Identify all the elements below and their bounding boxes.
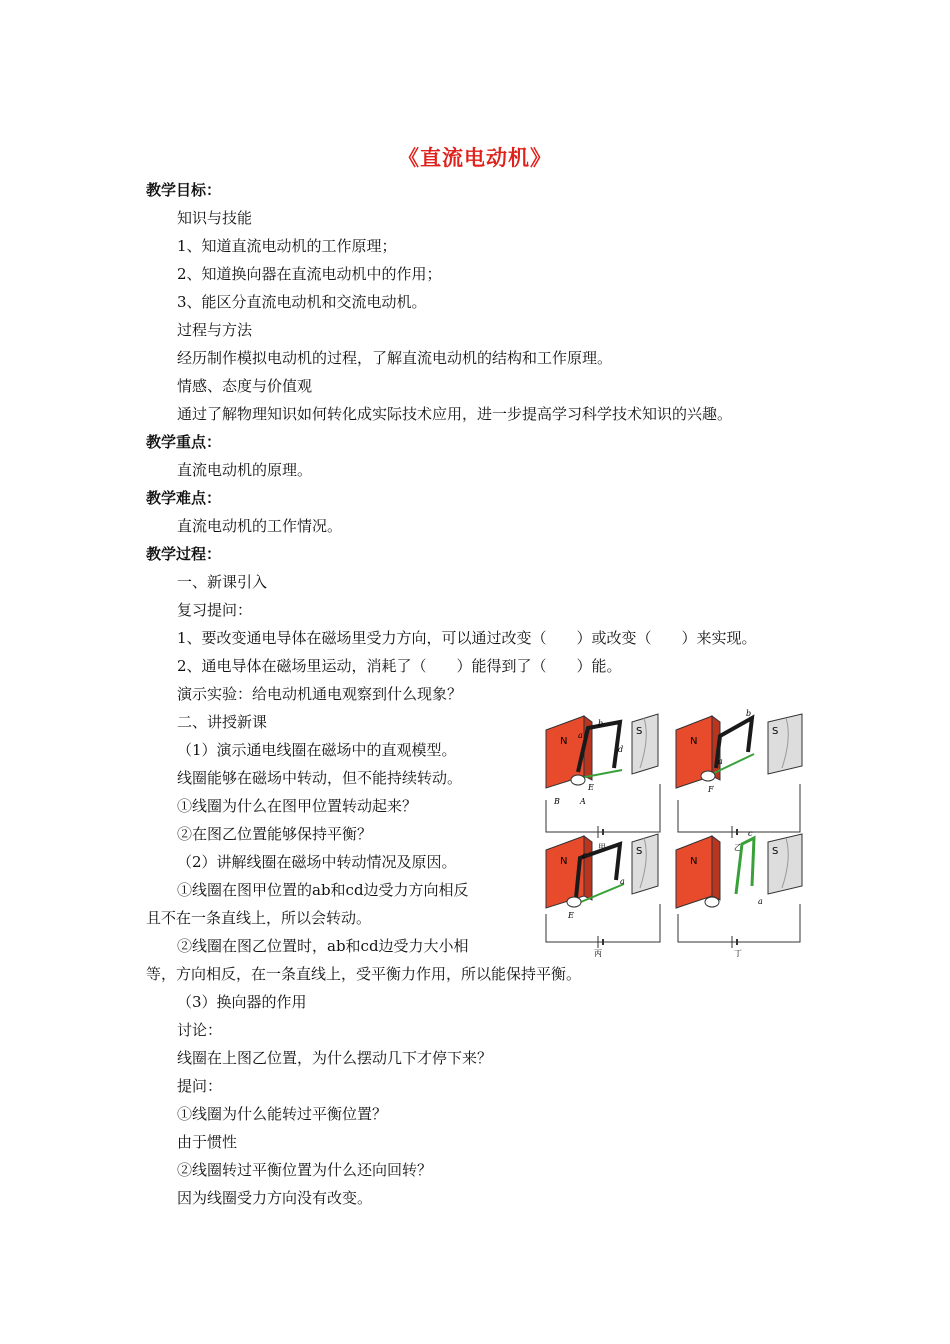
svg-text:b: b bbox=[598, 719, 604, 728]
svg-text:A: A bbox=[580, 797, 586, 806]
svg-text:c: c bbox=[748, 829, 753, 838]
svg-text:c: c bbox=[582, 851, 587, 860]
panel-jia bbox=[546, 714, 660, 852]
objective-line: 经历制作模拟电动机的过程，了解直流电动机的结构和工作原理。 bbox=[177, 349, 613, 367]
process-line: ②线圈转过平衡位置为什么还向回转？ bbox=[177, 1161, 433, 1179]
process-line: 1、要改变通电导体在磁场里受力方向，可以通过改变（ ）或改变（ ）来实现。 bbox=[177, 629, 757, 647]
difficulty-text: 直流电动机的工作情况。 bbox=[177, 517, 343, 535]
objective-line: 2、知道换向器在直流电动机中的作用； bbox=[177, 265, 442, 283]
process-line: 演示实验：给电动机通电观察到什么现象？ bbox=[177, 685, 463, 703]
svg-text:N: N bbox=[690, 856, 698, 867]
objective-line: 通过了解物理知识如何转化成实际技术应用，进一步提高学习科学技术知识的兴趣。 bbox=[177, 405, 733, 423]
key-text: 直流电动机的原理。 bbox=[177, 461, 313, 479]
svg-text:E: E bbox=[568, 911, 574, 920]
process-line: 复习提问： bbox=[177, 601, 253, 619]
process-line: 讨论： bbox=[177, 1021, 223, 1039]
svg-text:B: B bbox=[554, 797, 560, 806]
svg-text:S: S bbox=[772, 726, 779, 737]
svg-text:b: b bbox=[746, 709, 752, 718]
svg-text:d: d bbox=[618, 745, 624, 754]
svg-text:E: E bbox=[588, 783, 594, 792]
svg-text:乙: 乙 bbox=[734, 843, 742, 852]
panel-label: 甲 bbox=[598, 843, 606, 852]
svg-text:a: a bbox=[718, 757, 723, 766]
objective-line: 过程与方法 bbox=[177, 321, 253, 339]
objective-line: 1、知道直流电动机的工作原理； bbox=[177, 237, 397, 255]
panel-bing bbox=[546, 834, 660, 958]
objectives-heading: 教学目标： bbox=[146, 181, 222, 199]
process-line: 由于惯性 bbox=[177, 1133, 238, 1151]
process-line: （3）换向器的作用 bbox=[177, 993, 307, 1011]
process-line: 且不在一条直线上，所以会转动。 bbox=[146, 909, 372, 927]
process-line: ①线圈为什么能转过平衡位置？ bbox=[177, 1105, 388, 1123]
process-line: ②在图乙位置能够保持平衡？ bbox=[177, 825, 373, 843]
process-line: 等，方向相反，在一条直线上，受平衡力作用，所以能保持平衡。 bbox=[146, 965, 582, 983]
svg-text:F: F bbox=[708, 785, 714, 794]
svg-text:丁: 丁 bbox=[734, 949, 742, 958]
process-line: 一、新课引入 bbox=[177, 573, 268, 591]
motor-diagram bbox=[540, 708, 810, 958]
svg-text:N: N bbox=[560, 856, 568, 867]
process-line: 线圈在上图乙位置，为什么摆动几下才停下来？ bbox=[177, 1049, 493, 1067]
objective-line: 情感、态度与价值观 bbox=[177, 377, 313, 395]
objective-line: 3、能区分直流电动机和交流电动机。 bbox=[177, 293, 427, 311]
page-title: 《直流电动机》 bbox=[398, 145, 552, 170]
label-n: N bbox=[560, 736, 568, 747]
panel-yi bbox=[676, 709, 802, 852]
svg-text:N: N bbox=[690, 736, 698, 747]
svg-text:a: a bbox=[758, 897, 763, 906]
svg-text:S: S bbox=[636, 846, 643, 857]
svg-text:S: S bbox=[772, 846, 779, 857]
process-line: ②线圈在图乙位置时，ab和cd边受力大小相 bbox=[177, 937, 469, 955]
svg-text:丙: 丙 bbox=[594, 949, 602, 958]
svg-text:a: a bbox=[620, 877, 625, 886]
process-line: （2）讲解线圈在磁场中转动情况及原因。 bbox=[177, 853, 457, 871]
process-line: ①线圈在图甲位置的ab和cd边受力方向相反 bbox=[177, 881, 469, 899]
process-line: ①线圈为什么在图甲位置转动起来？ bbox=[177, 797, 418, 815]
process-line: 因为线圈受力方向没有改变。 bbox=[177, 1189, 373, 1207]
process-line: （1）演示通电线圈在磁场中的直观模型。 bbox=[177, 741, 457, 759]
difficulty-heading: 教学难点： bbox=[146, 489, 222, 507]
process-line: 二、讲授新课 bbox=[177, 713, 268, 731]
svg-text:a: a bbox=[578, 731, 583, 740]
process-line: 提问： bbox=[177, 1077, 223, 1095]
key-heading: 教学重点： bbox=[146, 433, 222, 451]
process-line: 2、通电导体在磁场里运动，消耗了（ ）能得到了（ ）能。 bbox=[177, 657, 622, 675]
process-line: 线圈能够在磁场中转动，但不能持续转动。 bbox=[177, 769, 463, 787]
label-s: S bbox=[636, 726, 643, 737]
objective-line: 知识与技能 bbox=[177, 209, 253, 227]
process-heading: 教学过程： bbox=[146, 545, 222, 563]
